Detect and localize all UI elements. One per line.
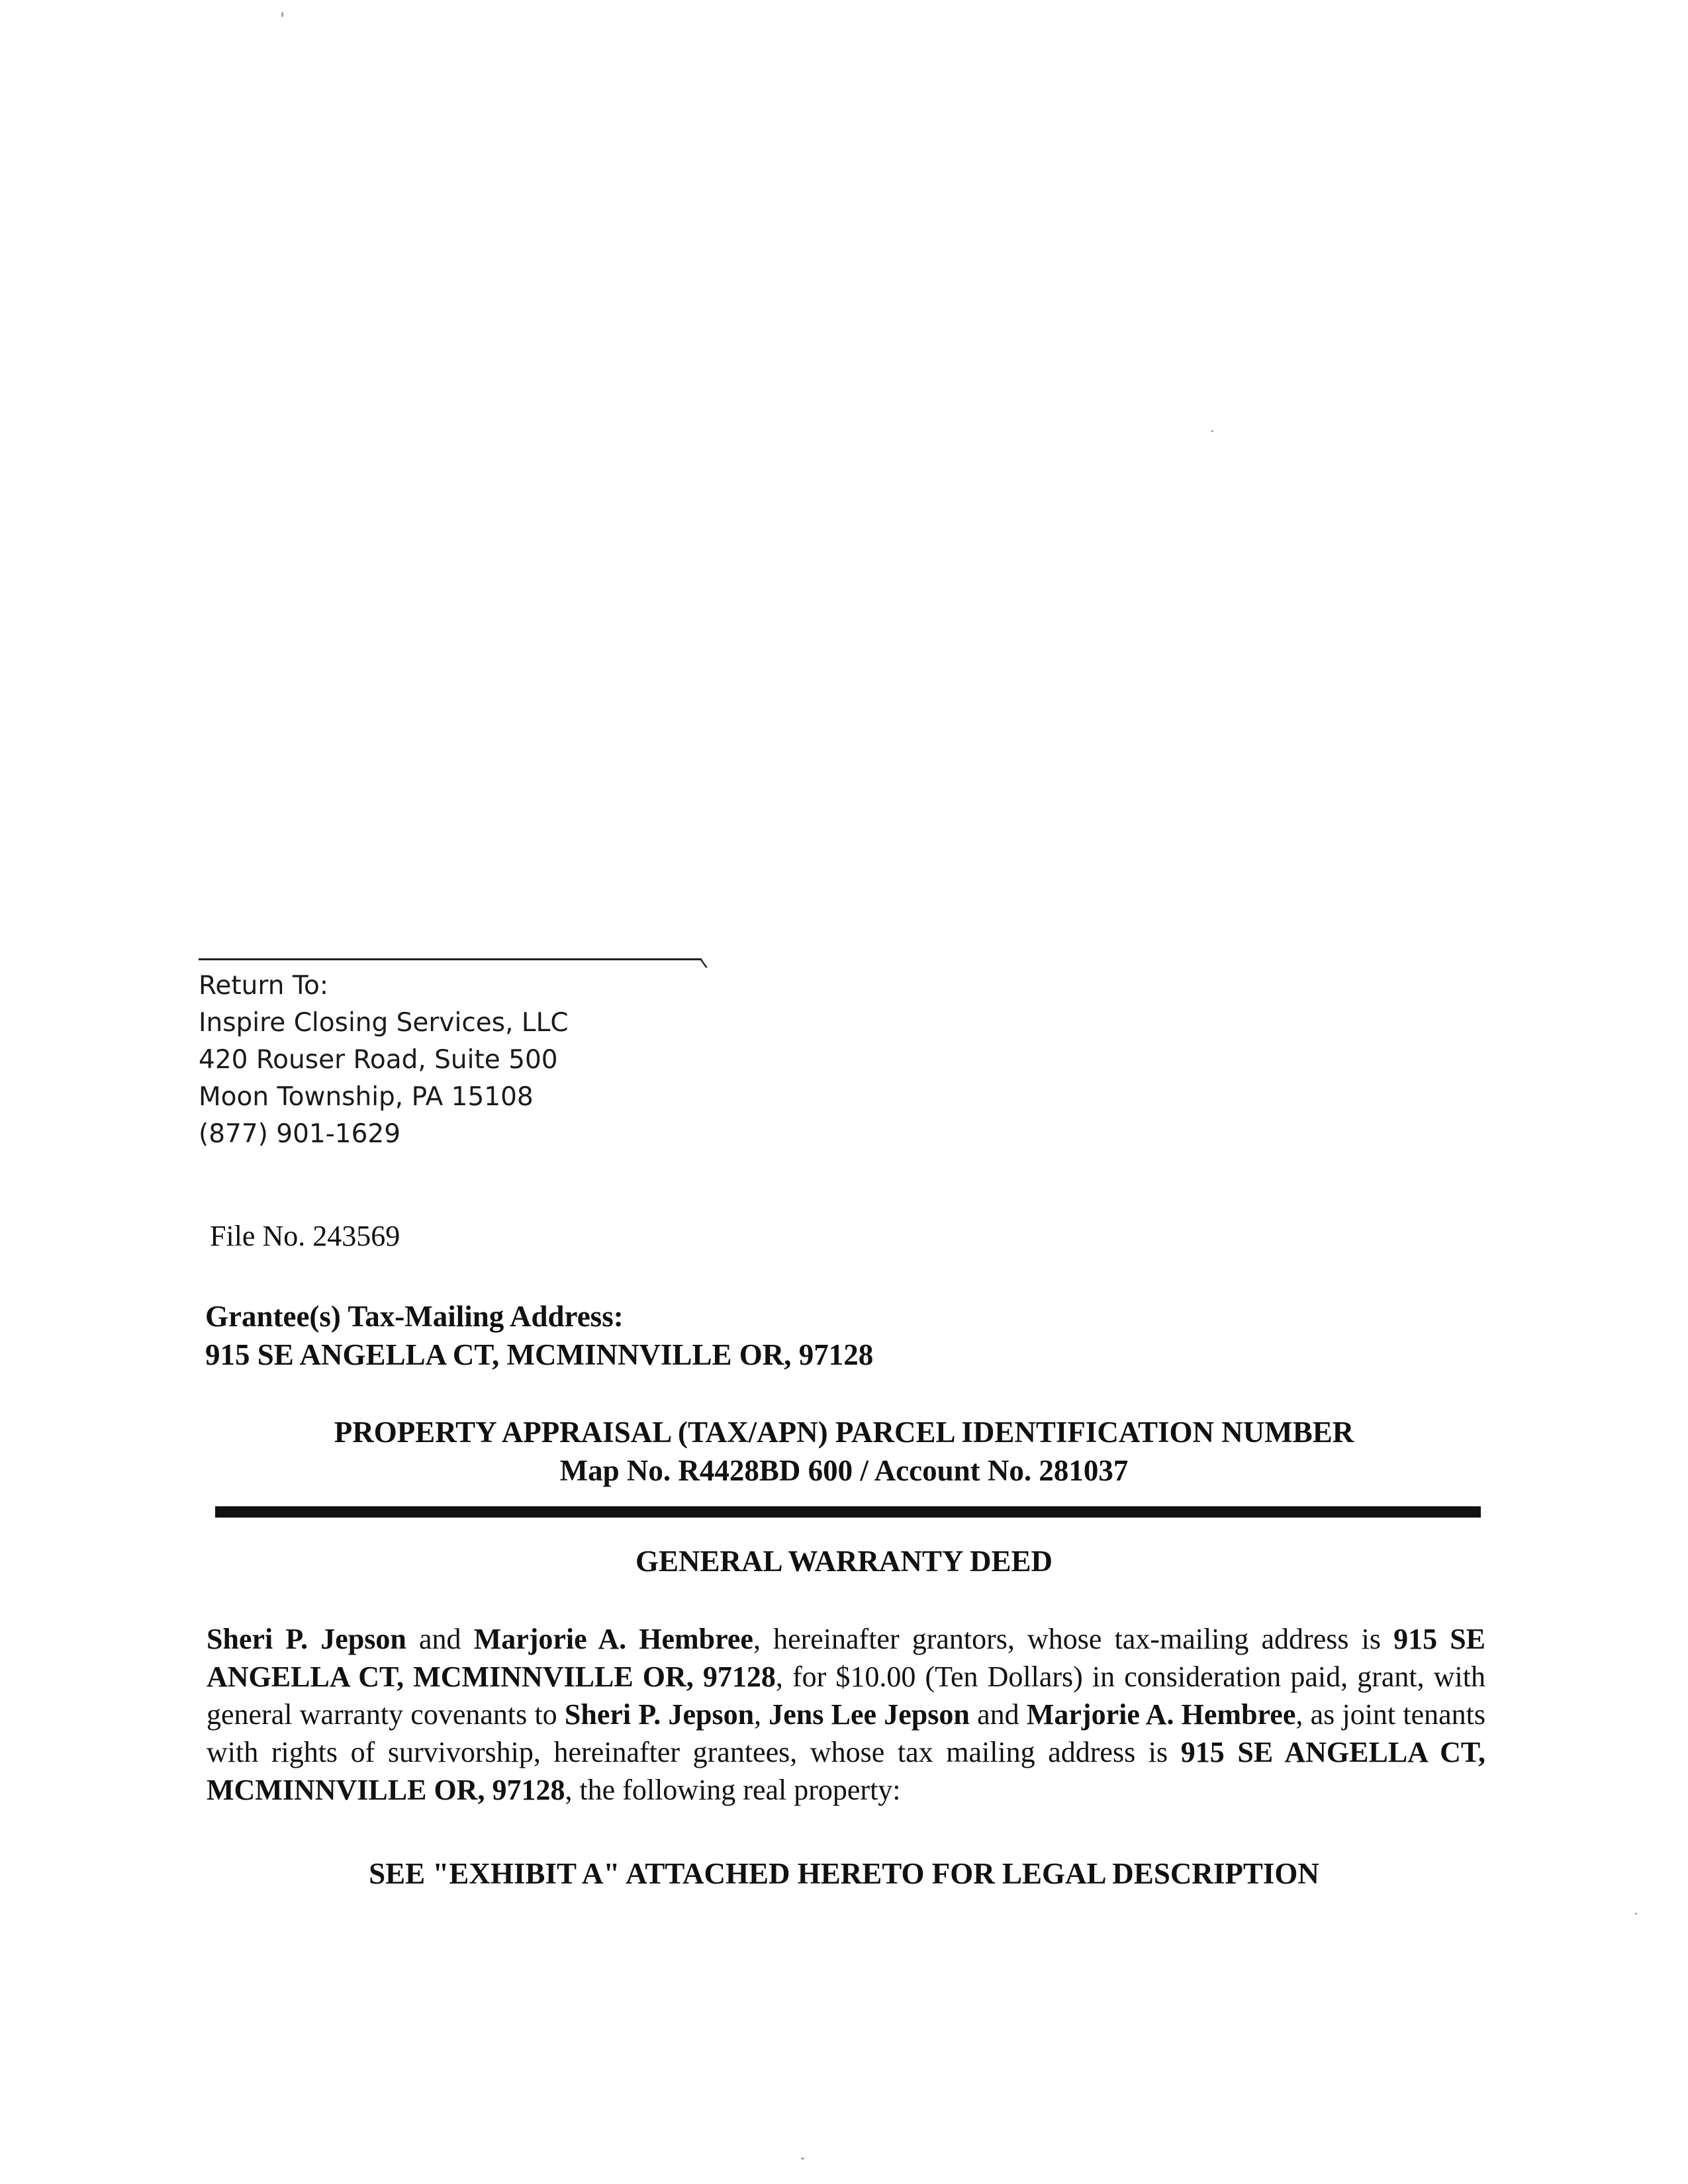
grantee-address: 915 SE ANGELLA CT, MCMINNVILLE OR, 97128: [207, 1736, 1485, 1806]
grantee-name-1: Sheri P. Jepson: [564, 1698, 755, 1731]
paragraph-text-1: , hereinafter grantors, whose tax-mailing address is: [753, 1623, 1394, 1655]
scan-speck: [801, 2158, 804, 2160]
scan-speck: [1635, 1913, 1637, 1915]
grantor-name-2: Marjorie A. Hembree: [473, 1623, 753, 1655]
deed-title: GENERAL WARRANTY DEED: [635, 1545, 1053, 1578]
return-to-company: Inspire Closing Services, LLC: [199, 1008, 569, 1038]
return-to-block: [199, 968, 569, 1153]
return-to-rule-hook: [693, 958, 708, 968]
grantee-mailing-block: [205, 1297, 873, 1374]
return-to-label: Return To:: [199, 971, 329, 1001]
grantee-mailing-address: 915 SE ANGELLA CT, MCMINNVILLE OR, 97128: [205, 1338, 874, 1371]
parcel-id-block: [215, 1413, 1473, 1490]
return-to-street: 420 Rouser Road, Suite 500: [199, 1045, 558, 1075]
grantee-mailing-heading: Grantee(s) Tax-Mailing Address:: [205, 1300, 624, 1333]
paragraph-text-2: , for $10.00 (Ten Dollars) in consideration paid, grant, with general warranty covenants to: [207, 1661, 1485, 1731]
grantee-name-2: Jens Lee Jepson: [769, 1698, 970, 1731]
return-to-phone: (877) 901-1629: [199, 1119, 401, 1149]
parcel-id-heading: PROPERTY APPRAISAL (TAX/APN) PARCEL IDENTIFICATION NUMBER: [334, 1416, 1354, 1449]
separator-comma: ,: [754, 1698, 769, 1731]
grantor-address: 915 SE ANGELLA CT, MCMINNVILLE OR, 97128: [207, 1623, 1486, 1693]
paragraph-text-4: , the following real property:: [565, 1774, 901, 1806]
parcel-map-account: Map No. R4428BD 600 / Account No. 281037: [559, 1454, 1129, 1487]
section-divider: [215, 1506, 1481, 1518]
return-to-city: Moon Township, PA 15108: [199, 1082, 534, 1112]
exhibit-reference: SEE "EXHIBIT A" ATTACHED HERETO FOR LEGAL DESCRIPTION: [369, 1857, 1319, 1890]
conjunction-1: and: [406, 1623, 474, 1655]
paragraph-text-3: , as joint tenants with rights of survivorship, hereinafter grantees, whose tax mailing address is: [207, 1698, 1486, 1768]
scan-speck: [1211, 430, 1213, 432]
return-to-rule: [199, 958, 702, 960]
conveyance-paragraph: [207, 1620, 1485, 1809]
grantor-name-1: Sheri P. Jepson: [207, 1623, 406, 1655]
grantee-name-3: Marjorie A. Hembree: [1026, 1698, 1296, 1731]
conjunction-2: and: [969, 1698, 1027, 1731]
scan-speck: [281, 12, 283, 17]
file-number: File No. 243569: [210, 1220, 400, 1252]
